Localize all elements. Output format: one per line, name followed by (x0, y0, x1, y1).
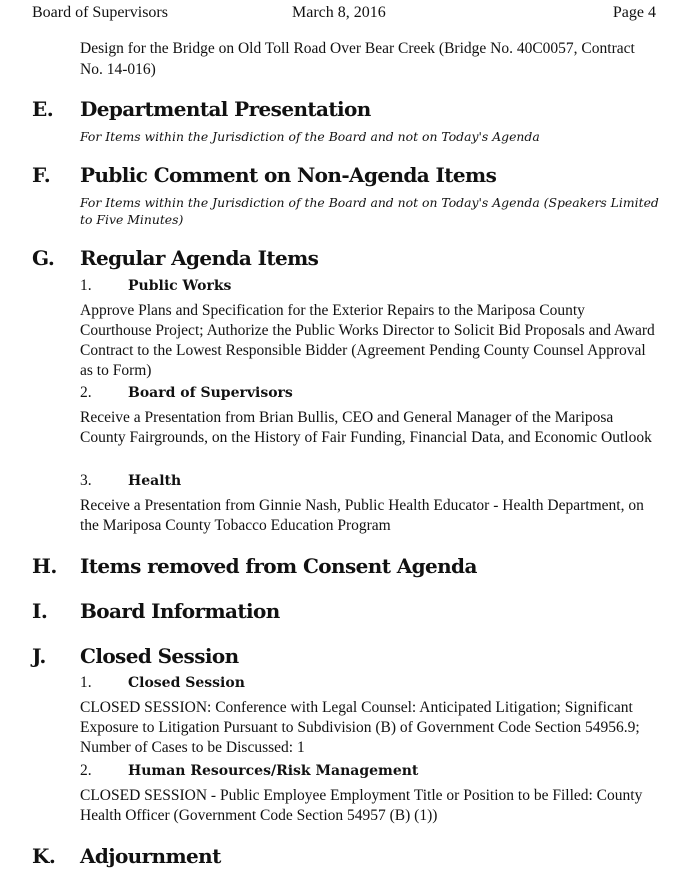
item-number: 2. (80, 762, 92, 779)
section-g-title: Regular Agenda Items (80, 246, 319, 270)
item-number: 1. (80, 277, 92, 294)
header-board-name: Board of Supervisors (32, 4, 168, 21)
section-i-title: Board Information (80, 599, 280, 623)
section-k-letter: K. (32, 844, 56, 868)
section-e-letter: E. (32, 97, 54, 121)
item-description: CLOSED SESSION: Conference with Legal Counsel: Anticipated Litigation; Significant Exposure to Litigation Pursuant to Subdivision (B) of Government Code Section 54956.9; Number of Cases to be Discussed: 1 (80, 699, 640, 756)
section-f-note: For Items within the Jurisdiction of the Board and not on Today's Agenda (Speakers Limited to Five Minutes) (80, 195, 659, 227)
section-e-title: Departmental Presentation (80, 97, 371, 121)
agenda-item-heading (80, 384, 293, 402)
item-number: 3. (80, 472, 92, 489)
header-date: March 8, 2016 (292, 4, 386, 21)
item-title: Health (128, 473, 182, 489)
agenda-item-heading (80, 762, 418, 780)
section-k-title: Adjournment (80, 844, 221, 868)
section-h-letter: H. (32, 554, 57, 578)
item-number: 2. (80, 384, 92, 401)
item-description: Receive a Presentation from Ginnie Nash, Public Health Educator - Health Department, on the Mariposa County Tobacco Education Program (80, 497, 644, 534)
agenda-item-heading (80, 472, 181, 490)
intro-continuation-text: Design for the Bridge on Old Toll Road Over Bear Creek (Bridge No. 40C0057, Contract No. 14-016) (80, 40, 635, 78)
item-title: Public Works (128, 278, 232, 294)
item-title: Human Resources/Risk Management (128, 763, 419, 779)
section-j-title: Closed Session (80, 644, 239, 668)
item-title: Board of Supervisors (128, 385, 293, 401)
section-e-note: For Items within the Jurisdiction of the Board and not on Today's Agenda (80, 129, 540, 144)
item-description: CLOSED SESSION - Public Employee Employment Title or Position to be Filled: County Health Officer (Government Code Section 54957 (B) (1)) (80, 787, 643, 824)
agenda-item-heading (80, 277, 231, 295)
item-number: 1. (80, 674, 92, 691)
section-h-title: Items removed from Consent Agenda (80, 554, 477, 578)
agenda-item-heading (80, 674, 245, 692)
header-page-number: Page 4 (612, 4, 656, 21)
section-f-title: Public Comment on Non-Agenda Items (80, 163, 497, 187)
page-header (32, 4, 656, 24)
item-description: Approve Plans and Specification for the Exterior Repairs to the Mariposa County Courthouse Project; Authorize the Public Works Director to Solicit Bid Proposals and Award Contract to the Lowest Responsible Bidder (Agreement Pending County Counsel Approval as to Form) (80, 302, 655, 379)
section-f-letter: F. (32, 163, 51, 187)
section-i-letter: I. (32, 599, 48, 623)
item-title: Closed Session (128, 675, 245, 691)
item-description: Receive a Presentation from Brian Bullis, CEO and General Manager of the Mariposa County Fairgrounds, on the History of Fair Funding, Financial Data, and Economic Outlook (80, 409, 652, 446)
section-j-letter: J. (32, 644, 46, 668)
section-g-letter: G. (32, 246, 55, 270)
